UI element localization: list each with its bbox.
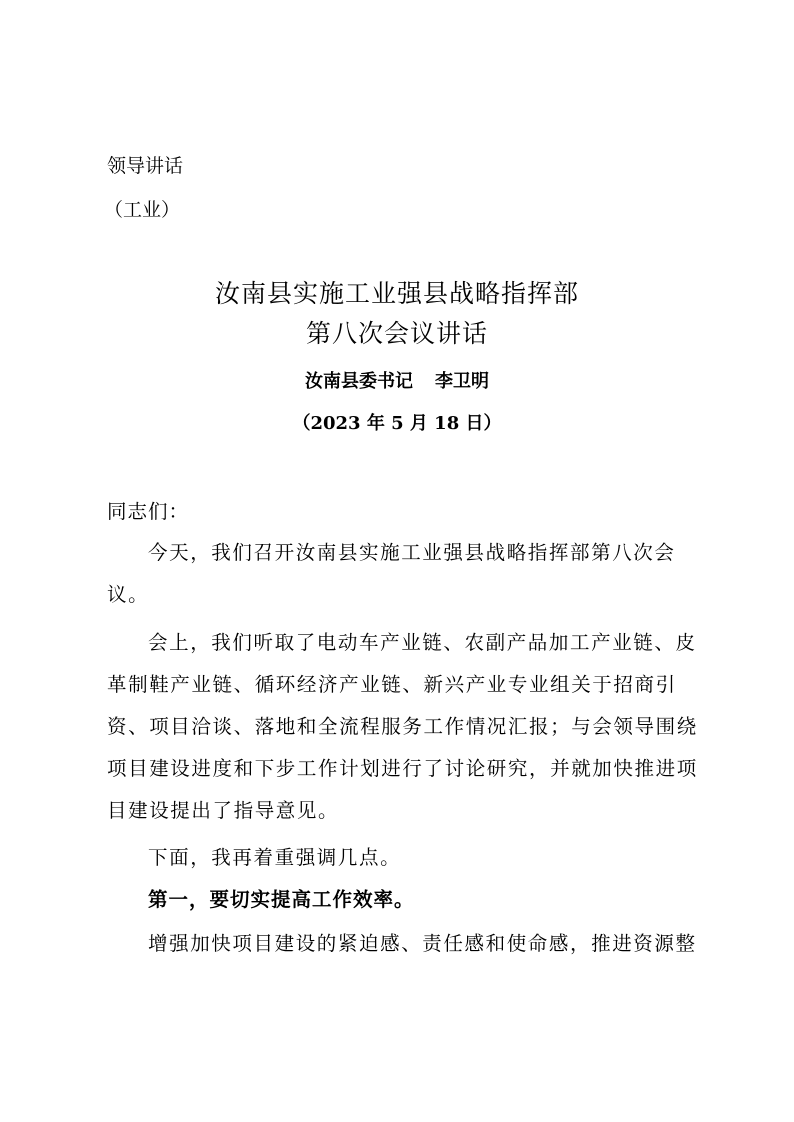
document-title-line-2: 第八次会议讲话 [305,319,488,348]
section-heading: 第一，要切实提高工作效率。 [148,888,415,911]
paragraph-3: 下面，我再着重强调几点。 [148,846,402,869]
document-title-line-1: 汝南县实施工业强县战略指挥部 [214,279,579,308]
sub-category-label: （工业） [104,199,181,221]
paragraph-1: 今天，我们召开汝南县实施工业强县战略指挥部第八次会议。 [107,541,676,606]
paragraph-2: 会上，我们听取了电动车产业链、农副产品加工产业链、皮革制鞋产业链、循环经济产业链、新兴产业专业组关于招商引资、项目洽谈、落地和全流程服务工作情况汇报；与会领导围绕项目建设进度和下步工作计划进行了讨论研究，并就加快推进项目建设提出了指导意见。 [107,631,698,822]
category-label: 领导讲话 [107,155,184,177]
salutation: 同志们： [107,500,190,523]
paragraph-4: 增强加快项目建设的紧迫感、责任感和使命感，推进资源整 [148,932,697,955]
author-name: 李卫明 [435,371,489,392]
author-position: 汝南县委书记 [305,371,413,392]
author-line [0,370,794,394]
speech-date: （2023 年 5 月 18 日） [292,413,502,434]
